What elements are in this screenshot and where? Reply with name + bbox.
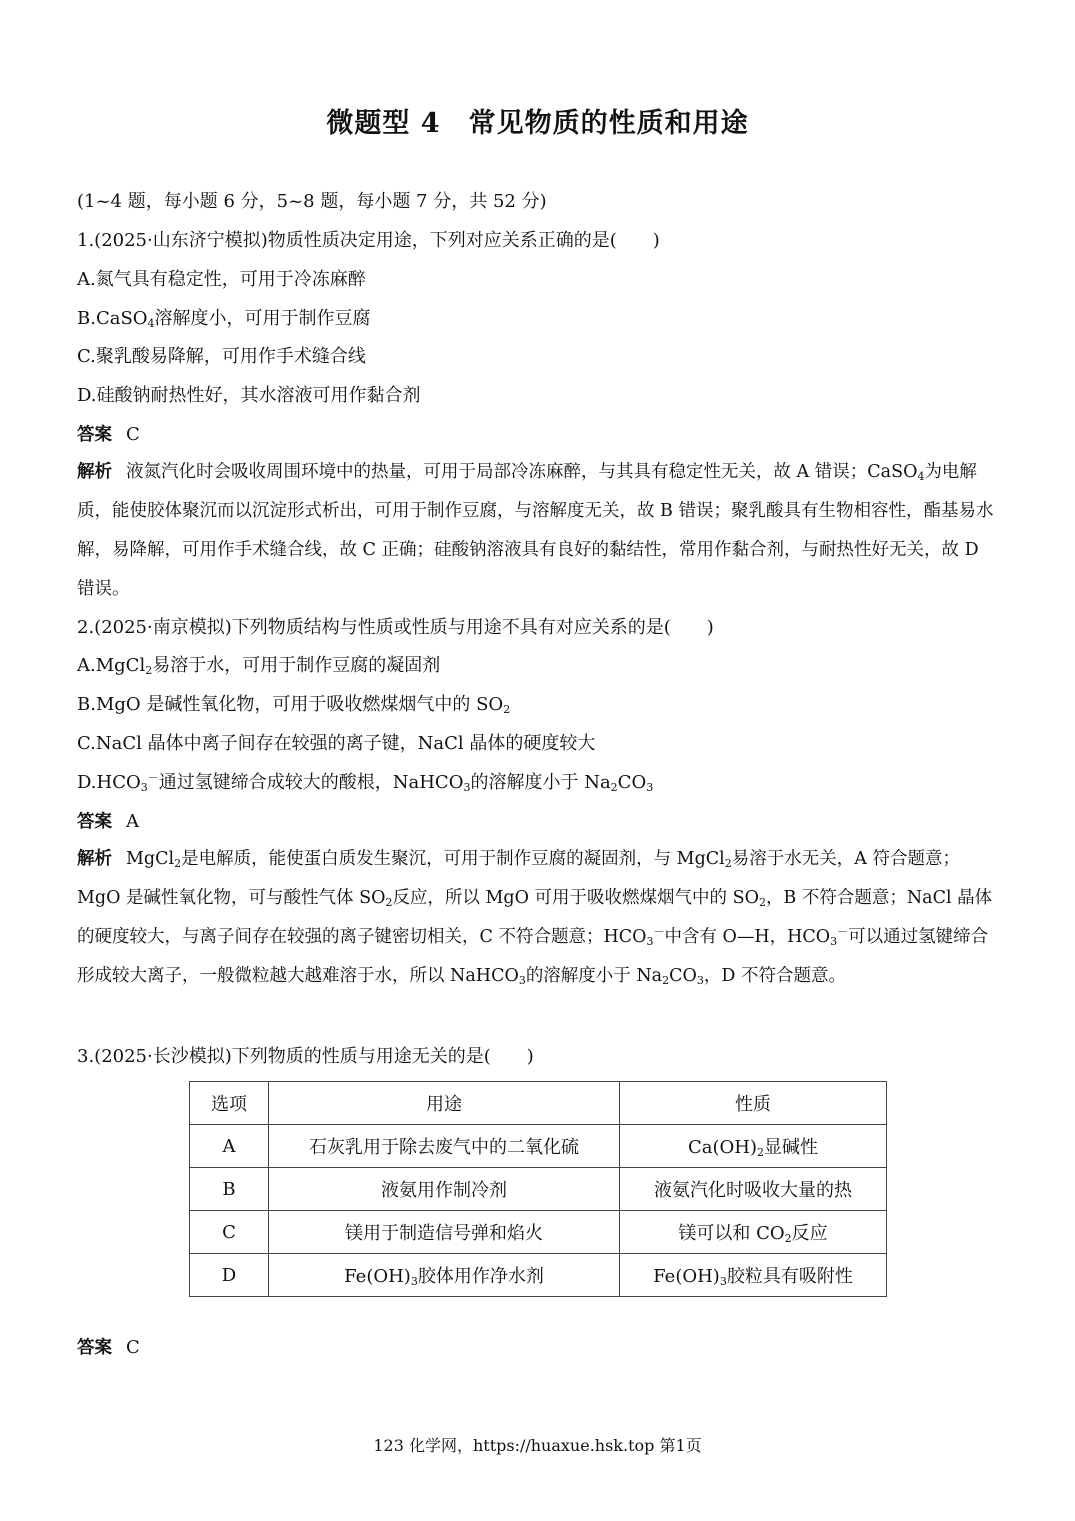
table-cell-option: A <box>190 1125 269 1168</box>
table-cell-option: D <box>190 1254 269 1297</box>
table-row <box>190 1254 887 1297</box>
q3-answer: 答案 C <box>77 1337 140 1358</box>
q2-analysis: 解析 MgCl$_2$是电解质，能使蛋白质发生聚沉，可用于制作豆腐的凝固剂，与 MgCl$_2$易溶于水无关，A 符合题意；MgO 是碱性氧化物，可与酸性气体 $SO_2$反应，所以 MgO 可用于吸收燃煤烟气中的 $SO_2$，B 不符合题意；NaCl 晶体的硬度较大，与离子间存在较强的离子键密切相关，C 不符合题意；$HCO_3^-$中含有 O—H，$HCO_3^-$可以通过氢键缔合形成较大离子，一般微粒越大越难溶于水，所以 NaHCO$_3$的溶解度小于 $Na_2CO_3$，D 不符合题意。 <box>77 849 993 987</box>
q1-analysis: 解析 液氮汽化时会吸收周围环境中的热量，可用于局部冷冻麻醉，与其具有稳定性无关，故 A 错误；CaSO$_4$为电解质，能使胶体聚沉而以沉淀形式析出，可用于制作豆腐，与溶解度无关，故 B 错误；聚乳酸具有生物相容性，酯基易水解，易降解，可用作手术缝合线，故 C 正确；硅酸钠溶液具有良好的黏结性，常用作黏合剂，与耐热性好无关，故 D 错误。 <box>77 462 994 599</box>
q2-option-c: C.NaCl 晶体中离子间存在较强的离子键，NaCl 晶体的硬度较大 <box>77 733 596 754</box>
table-cell-use: 镁用于制造信号弹和焰火 <box>269 1211 620 1254</box>
table-cell-property: 镁可以和 $CO_2$反应 <box>620 1211 887 1254</box>
q1-answer: 答案 C <box>77 424 140 445</box>
table-cell-property: $Ca(OH)_2$显碱性 <box>620 1125 887 1168</box>
table-cell-use: $Fe(OH)_3$胶体用作净水剂 <box>269 1254 620 1297</box>
table-header-use: 用途 <box>269 1082 620 1125</box>
q1-stem: 1.(2025·山东济宁模拟)物质性质决定用途，下列对应关系正确的是( ) <box>77 230 660 251</box>
q3-stem: 3.(2025·长沙模拟)下列物质的性质与用途无关的是( ) <box>77 1046 534 1067</box>
table-cell-use: 石灰乳用于除去废气中的二氧化硫 <box>269 1125 620 1168</box>
table-cell-property: $Fe(OH)_3$胶粒具有吸附性 <box>620 1254 887 1297</box>
q2-option-a: A.MgCl$_2$易溶于水，可用于制作豆腐的凝固剂 <box>77 655 441 677</box>
table-cell-use: 液氨用作制冷剂 <box>269 1168 620 1211</box>
table-header-property: 性质 <box>620 1082 887 1125</box>
page-footer: 123 化学网，https://huaxue.hsk.top 第1页 <box>373 1436 702 1455</box>
table-header-row <box>190 1082 887 1125</box>
table-row <box>190 1168 887 1211</box>
q1-option-b: B.CaSO$_4$溶解度小，可用于制作豆腐 <box>77 308 371 330</box>
q2-stem: 2.(2025·南京模拟)下列物质结构与性质或性质与用途不具有对应关系的是( ) <box>77 617 714 638</box>
q2-option-b: B.MgO 是碱性氧化物，可用于吸收燃煤烟气中的 $SO_2$ <box>77 694 511 716</box>
table-cell-option: B <box>190 1168 269 1211</box>
table-cell-property: 液氨汽化时吸收大量的热 <box>620 1168 887 1211</box>
table-cell-option: C <box>190 1211 269 1254</box>
table-row <box>190 1125 887 1168</box>
table-row <box>190 1211 887 1254</box>
q3-options-table <box>189 1081 887 1297</box>
q1-option-d: D.硅酸钠耐热性好，其水溶液可用作黏合剂 <box>77 385 421 406</box>
q1-option-a: A.氮气具有稳定性，可用于冷冻麻醉 <box>77 269 366 290</box>
q2-answer: 答案 A <box>77 811 139 832</box>
table-header-option: 选项 <box>190 1082 269 1125</box>
scoring-note: (1~4 题，每小题 6 分，5~8 题，每小题 7 分，共 52 分) <box>77 191 547 212</box>
q2-option-d: $D.HCO_3^-$通过氢键缔合成较大的酸根，NaHCO$_3$的溶解度小于 $Na_2CO_3$ <box>77 771 654 794</box>
q1-option-c: C.聚乳酸易降解，可用作手术缝合线 <box>77 346 366 367</box>
page-title: 微题型 4 常见物质的性质和用途 <box>326 108 749 139</box>
